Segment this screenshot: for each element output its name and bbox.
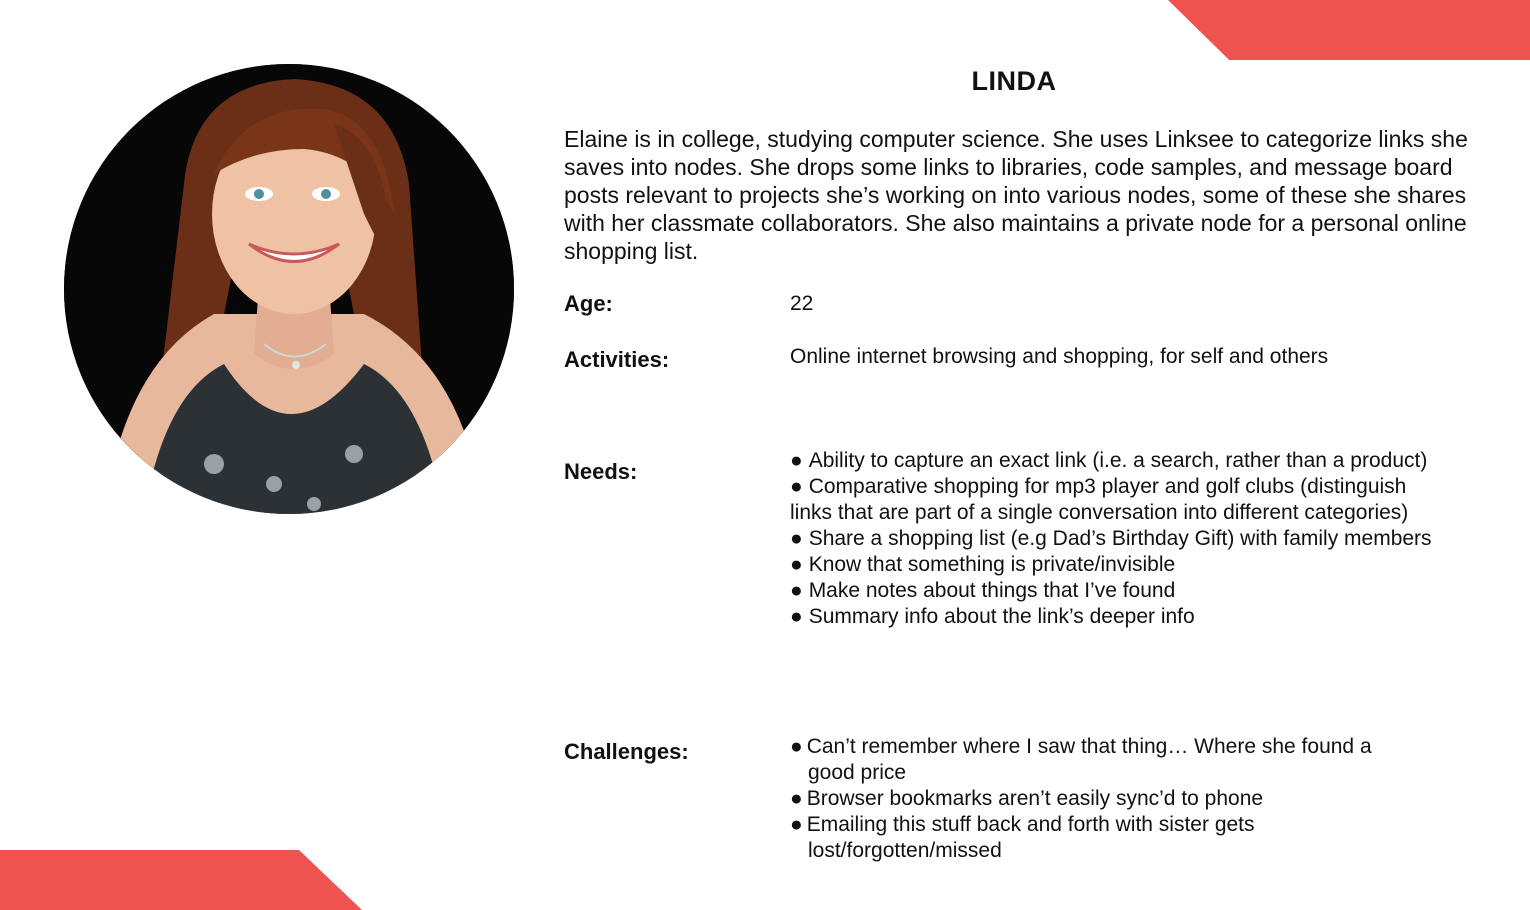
challenges-list-item: ● Can’t remember where I saw that thing… Where she found a good price (790, 735, 1372, 784)
persona-avatar (64, 64, 514, 514)
needs-list-item: ● Summary info about the link’s deeper info (790, 605, 1195, 628)
bullet-icon: ● (790, 553, 803, 576)
needs-list (790, 448, 1450, 630)
bullet-icon: ● (790, 735, 803, 758)
age-value: 22 (790, 292, 814, 315)
needs-list-item: ● Share a shopping list (e.g Dad’s Birthday Gift) with family members (790, 527, 1432, 550)
bottom-left-accent-corner (0, 850, 362, 910)
bullet-icon: ● (790, 813, 803, 836)
persona-name: LINDA (971, 66, 1057, 96)
challenges-list-item: ● Emailing this stuff back and forth with sister gets lost/forgotten/missed (790, 813, 1255, 862)
persona-bio: Elaine is in college, studying computer science. She uses Linksee to categorize links she saves into nodes. She drops some links to libraries, code samples, and message board posts relevant to projects she’s working on into various nodes, some of these she shares with her classmate collaborators. She also maintains a private node for a personal online shopping list. (564, 126, 1468, 264)
needs-list-item: ● Ability to capture an exact link (i.e. a search, rather than a product) (790, 449, 1428, 472)
challenges-list (790, 734, 1415, 864)
needs-list-item: ● Comparative shopping for mp3 player and golf clubs (distinguish links that are part of a single conversation into different categories) (790, 475, 1409, 524)
portrait-illustration (64, 64, 514, 514)
bullet-icon: ● (790, 475, 803, 498)
bullet-icon: ● (790, 527, 803, 550)
bullet-icon: ● (790, 605, 803, 628)
needs-list-item: ● Know that something is private/invisible (790, 553, 1176, 576)
challenges-label: Challenges: (564, 739, 689, 764)
age-label: Age: (564, 291, 613, 316)
top-right-accent-corner (1168, 0, 1530, 60)
bullet-icon: ● (790, 449, 803, 472)
needs-label: Needs: (564, 459, 638, 484)
activities-value: Online internet browsing and shopping, for self and others (790, 345, 1329, 368)
activities-label: Activities: (564, 347, 670, 372)
needs-list-item: ● Make notes about things that I’ve found (790, 579, 1176, 602)
bullet-icon: ● (790, 787, 803, 810)
bullet-icon: ● (790, 579, 803, 602)
challenges-list-item: ● Browser bookmarks aren’t easily sync’d to phone (790, 787, 1264, 810)
